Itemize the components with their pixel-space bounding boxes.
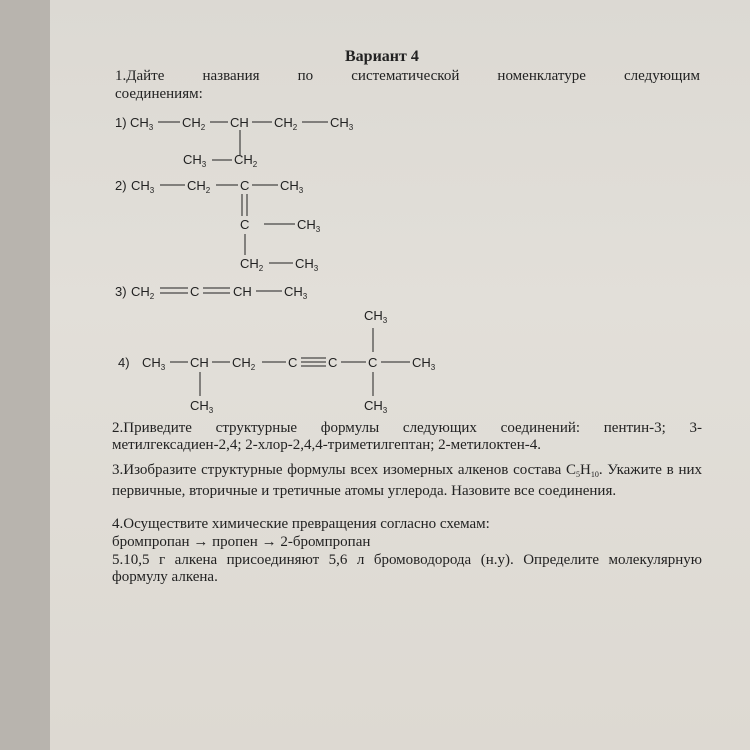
c1-branch-ch2: $CH_2$ [234,152,258,169]
c1-atom-2: $CH_2$ [182,115,206,132]
c2-atom-1: $CH_3$ [131,178,155,195]
c3-atom-1: $CH_2$ [131,284,155,301]
task-5-text: 5.10,5 г алкена присоединяют 5,6 л бромоводорода (н.у). Определите молекулярную формулу алкена. [112,552,702,585]
c4-atom-10: $CH_3$ [190,398,214,415]
compound-3-number: 3) [115,284,127,299]
c1-branch-ch3: $CH_3$ [183,152,207,169]
c4-atom-3: $CH_2$ [232,355,256,372]
c2-atom-4: $CH_3$ [280,178,304,195]
compound-4 [118,308,436,415]
c2-atom-5: C [240,217,250,232]
compound-2-number: 2) [115,178,127,193]
page-title: Вариант 4 [345,48,419,65]
task-4-scheme: бромпропан → пропен → 2-бромпропан [112,534,371,550]
c4-atom-7: $CH_3$ [412,355,436,372]
c2-atom-2: $CH_2$ [187,178,211,195]
task-3-text: 3.Изобразите структурные формулы всех изомерных алкенов состава $C_5H_{10}$. Укажите в них первичные, вторичные и третичные атомы углерода. Назовите все соединения. [112,462,702,499]
c4-atom-4: C [288,355,298,370]
c3-atom-3: CH [233,284,252,299]
task-1-text: 1.Дайте названия по систематической номенклатуре следующим [115,68,700,84]
compound-2 [115,178,321,273]
c1-atom-5: $CH_3$ [330,115,354,132]
c1-atom-3: CH [230,115,249,130]
c3-atom-4: $CH_3$ [284,284,308,301]
c2-atom-8: $CH_3$ [295,256,319,273]
task-2-text: 2.Приведите структурные формулы следующих соединений: пентин-3; 3-метилгексадиен-2,4; 2-хлор-2,4,4-триметилгептан; 2-метилоктен-4. [112,420,702,453]
c3-atom-2: C [190,284,200,299]
compound-1-number: 1) [115,115,127,130]
task-4-text: 4.Осуществите химические превращения согласно схемам: [112,516,490,532]
compound-1 [115,115,354,169]
compound-3 [115,284,308,301]
c2-atom-3: C [240,178,250,193]
c4-atom-9: $CH_3$ [364,398,388,415]
c4-atom-1: $CH_3$ [142,355,166,372]
c4-atom-5: C [328,355,338,370]
c1-atom-4: $CH_2$ [274,115,298,132]
c4-atom-8: $CH_3$ [364,308,388,325]
c4-atom-6: C [368,355,378,370]
c2-atom-6: $CH_3$ [297,217,321,234]
formula-group [115,115,436,415]
c2-atom-7: $CH_2$ [240,256,264,273]
c4-atom-2: CH [190,355,209,370]
task-1-text-cont: соединениям: [115,86,203,102]
c1-atom-1: $CH_3$ [130,115,154,132]
compound-4-number: 4) [118,355,130,370]
